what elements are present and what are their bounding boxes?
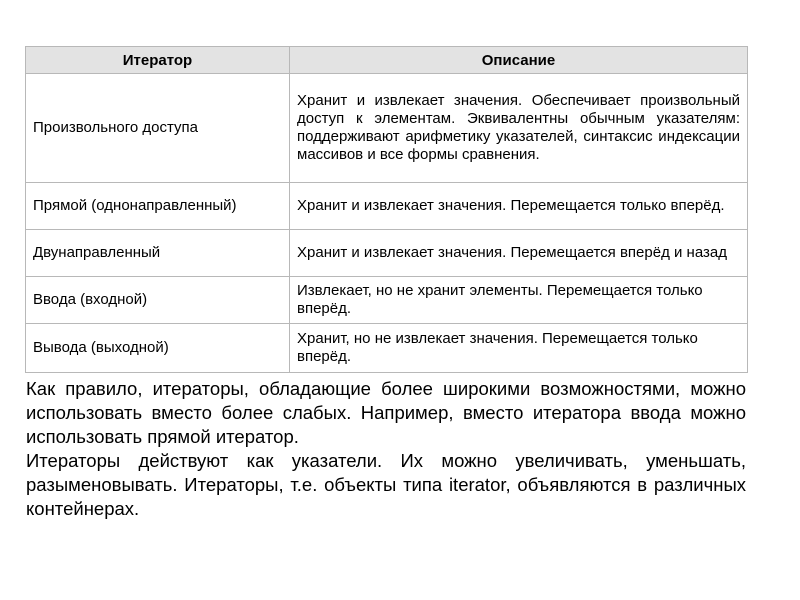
iterator-description-cell: Хранит, но не извлекает значения. Перемещается только вперёд. (290, 324, 748, 373)
iterator-table-container (25, 46, 747, 373)
table-header-row (26, 47, 748, 74)
table-row (26, 183, 748, 230)
iterator-description-cell: Хранит и извлекает значения. Обеспечивает произвольный доступ к элементам. Эквивалентны обычным указателям: поддерживают арифметику указателей, синтаксис индексации массивов и все формы сравнения. (290, 74, 748, 183)
iterator-description-cell: Хранит и извлекает значения. Перемещается только вперёд. (290, 183, 748, 230)
paragraph-substitution: Как правило, итераторы, обладающие более широкими возможностями, можно использовать вместо более слабых. Например, вместо итератора ввода можно использовать прямой итератор. (26, 378, 746, 447)
paragraph-pointers: Итераторы действуют как указатели. Их можно увеличивать, уменьшать, разыменовывать. Итераторы, т.е. объекты типа iterator, объявляются в различных контейнерах. (26, 450, 746, 519)
table-row (26, 74, 748, 183)
iterator-name-cell: Прямой (однонаправленный) (26, 183, 290, 230)
table-row (26, 230, 748, 277)
column-header-description: Описание (290, 47, 748, 74)
iterator-description-cell: Извлекает, но не хранит элементы. Перемещается только вперёд. (290, 277, 748, 324)
iterator-table (25, 46, 748, 373)
column-header-iterator: Итератор (26, 47, 290, 74)
table-row (26, 277, 748, 324)
table-row (26, 324, 748, 373)
iterator-name-cell: Двунаправленный (26, 230, 290, 277)
iterator-name-cell: Произвольного доступа (26, 74, 290, 183)
body-text (26, 377, 746, 521)
iterator-name-cell: Вывода (выходной) (26, 324, 290, 373)
iterator-description-cell: Хранит и извлекает значения. Перемещается вперёд и назад (290, 230, 748, 277)
iterator-name-cell: Ввода (входной) (26, 277, 290, 324)
